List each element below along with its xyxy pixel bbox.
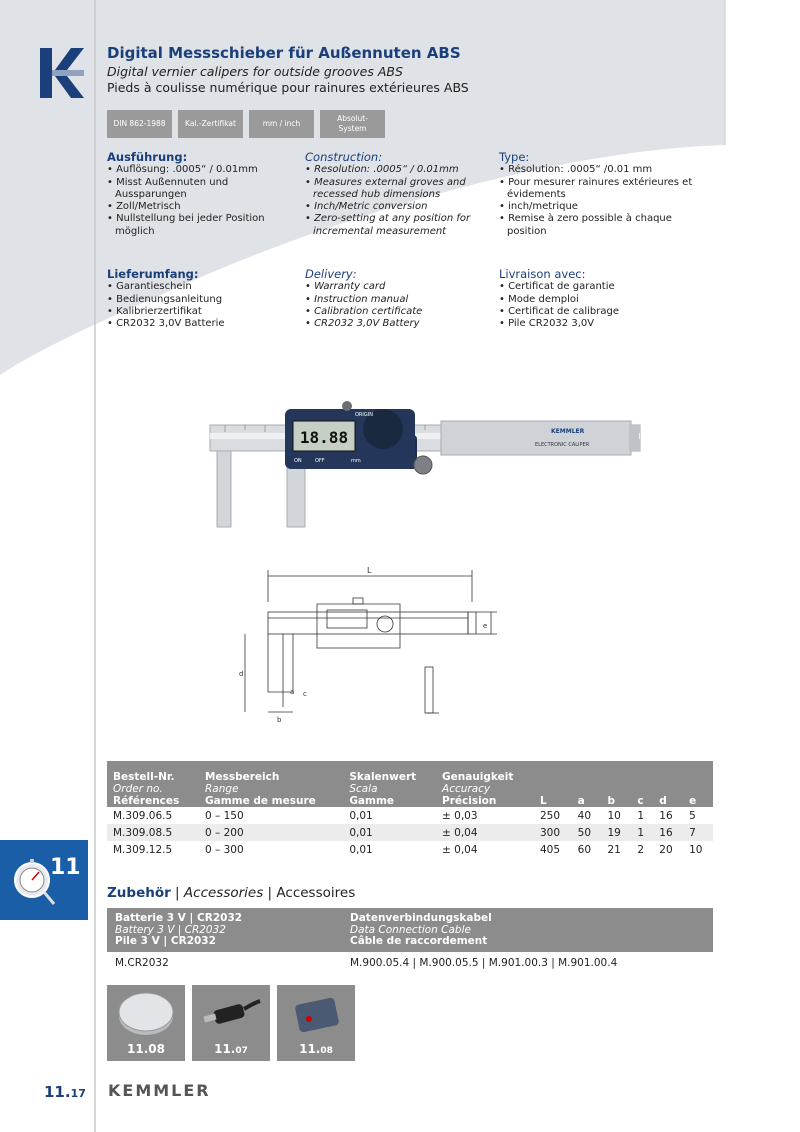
- caliper-photo: [205, 395, 645, 535]
- list-item: • CR2032 3,0V Batterie: [107, 318, 225, 330]
- data-module-thumbnail[interactable]: [277, 985, 355, 1061]
- col-accuracy: Genauigkeit Accuracy Précision: [436, 761, 534, 807]
- badge-calibration: Kal.-Zertifikat: [178, 110, 243, 138]
- off-button-label: OFF: [315, 458, 325, 464]
- delivery-de-heading: Lieferumfang:: [107, 267, 199, 281]
- list-item: • Inch/Metric conversion: [305, 201, 428, 213]
- accessories-title: Zubehör | Accessories | Accessoires: [107, 885, 356, 901]
- spec-badges: [107, 110, 385, 138]
- list-item: • Zero-setting at any position for incremental measurement: [305, 213, 471, 237]
- badge-din: DIN 862-1988: [107, 110, 172, 138]
- badge-units: mm / inch: [249, 110, 314, 138]
- list-item: • Pile CR2032 3,0V: [499, 318, 595, 330]
- cell: 20: [659, 843, 673, 856]
- product-title: [107, 44, 469, 95]
- list-item: • Remise à zero possible à chaque position: [499, 213, 672, 237]
- usb-cable-icon: [200, 997, 262, 1033]
- label-a: a: [290, 688, 295, 696]
- delivery-en-heading: Delivery:: [305, 267, 357, 281]
- list-item: • Warranty card: [305, 281, 386, 293]
- battery-thumbnail[interactable]: [107, 985, 185, 1061]
- cable-order-nos: M.900.05.4 | M.900.05.5 | M.901.00.3 | M.901.00.4: [350, 957, 618, 969]
- cell: 10: [689, 843, 703, 856]
- cell: ± 0,04: [442, 843, 478, 856]
- list-item: • Résolution: .0005“ /0.01 mm: [499, 164, 653, 176]
- title-de: Digital Messschieber für Außennuten ABS: [107, 44, 461, 62]
- data-module-icon: [289, 995, 343, 1035]
- features-de: [107, 151, 297, 238]
- label-L: L: [367, 566, 372, 575]
- col-e: e: [683, 761, 713, 807]
- chapter-number: 11: [50, 855, 81, 880]
- cell: 1: [631, 824, 653, 841]
- cell: 16: [653, 824, 683, 841]
- kemmler-logo: [40, 48, 84, 98]
- label-e: e: [483, 622, 488, 630]
- chapter-tab[interactable]: [0, 840, 88, 920]
- cell: 1: [637, 809, 644, 822]
- features-fr-heading: Type:: [499, 150, 530, 164]
- cell: 0,01: [349, 843, 373, 856]
- cell: 0,01: [349, 809, 373, 822]
- col-L: L: [534, 761, 572, 807]
- list-item: • Auflösung: .0005“ / 0.01mm: [107, 164, 258, 176]
- label-b: b: [277, 716, 282, 724]
- delivery-fr-heading: Livraison avec:: [499, 267, 586, 281]
- battery-order-no: M.CR2032: [115, 957, 169, 969]
- list-item: • Resolution: .0005“ / 0.01mm: [305, 164, 459, 176]
- delivery-en: [305, 268, 495, 330]
- list-item: • Nullstellung bei jeder Position möglich: [107, 213, 265, 237]
- battery-icon: [117, 991, 175, 1037]
- cell: 0 – 300: [205, 843, 244, 856]
- features-fr: [499, 151, 714, 238]
- list-item: • inch/metrique: [499, 201, 578, 213]
- table-row: [107, 824, 713, 841]
- list-item: • Bedienungsanleitung: [107, 293, 223, 305]
- cell: 0 – 200: [199, 824, 343, 841]
- features-en: [305, 151, 495, 238]
- list-item: • Garantieschein: [107, 281, 192, 293]
- list-item: • Measures external groves and recessed hub dimensions: [305, 176, 466, 200]
- cell: 250: [539, 809, 561, 822]
- thumbnail-ref: 11.07: [214, 1042, 248, 1056]
- delivery-fr: [499, 268, 689, 330]
- cell: 21: [607, 843, 621, 856]
- table-row: [107, 841, 713, 858]
- col-d: d: [653, 761, 683, 807]
- cell: M.309.08.5: [107, 824, 199, 841]
- table-header-row: [107, 761, 713, 807]
- list-item: • Certificat de calibrage: [499, 305, 619, 317]
- cell: 300: [534, 824, 572, 841]
- col-scale: Skalenwert Scala Gamme: [343, 761, 436, 807]
- cell: 5: [689, 809, 696, 822]
- cell: 0,01: [343, 824, 436, 841]
- cell: 16: [659, 809, 673, 822]
- list-item: • Instruction manual: [305, 293, 409, 305]
- features-de-heading: Ausführung:: [107, 150, 188, 164]
- features-en-heading: Construction:: [305, 150, 383, 164]
- list-item: • Certificat de garantie: [499, 281, 615, 293]
- specs-table: [107, 761, 713, 858]
- cell: 50: [572, 824, 602, 841]
- cell: 7: [683, 824, 713, 841]
- mm-button-label: mm: [351, 458, 361, 464]
- photo-scale-label: ELECTRONIC CALIPER: [535, 442, 590, 448]
- col-order-no: Bestell-Nr. Order no. Références: [107, 761, 199, 807]
- cell: 19: [601, 824, 631, 841]
- photo-brand: KEMMLER: [551, 428, 585, 435]
- page-number: 11.17: [44, 1083, 86, 1101]
- list-item: • CR2032 3,0V Battery: [305, 318, 420, 330]
- battery-heading: Batterie 3 V | CR2032 Battery 3 V | CR2032 Pile 3 V | CR2032: [115, 912, 243, 947]
- col-range: Messbereich Range Gamme de mesure: [199, 761, 343, 807]
- cell: 10: [607, 809, 621, 822]
- origin-button-label: ORIGIN: [355, 412, 373, 418]
- cell: 405: [539, 843, 561, 856]
- usb-cable-thumbnail[interactable]: [192, 985, 270, 1061]
- technical-drawing: [235, 562, 505, 737]
- list-item: • Mode demploi: [499, 293, 579, 305]
- col-b: b: [601, 761, 631, 807]
- cell: 40: [577, 809, 592, 822]
- list-item: • Zoll/Metrisch: [107, 201, 181, 213]
- cell: ± 0,04: [436, 824, 534, 841]
- label-c: c: [303, 690, 307, 698]
- cell: 60: [577, 843, 592, 856]
- title-fr: Pieds à coulisse numérique pour rainures extérieures ABS: [107, 80, 469, 95]
- thumbnail-ref: 11.08: [299, 1042, 333, 1056]
- list-item: • Kalibrierzertifikat: [107, 305, 202, 317]
- cell: ± 0,03: [442, 809, 478, 822]
- thumbnail-ref: 11.08: [127, 1042, 165, 1056]
- title-en: Digital vernier calipers for outside grooves ABS: [107, 64, 403, 79]
- cell: 2: [637, 843, 644, 856]
- list-item: • Pour mesurer rainures extérieures et évidements: [499, 176, 693, 200]
- list-item: • Calibration certificate: [305, 305, 423, 317]
- label-d: d: [239, 670, 244, 678]
- col-a: a: [572, 761, 602, 807]
- cell: M.309.12.5: [113, 843, 173, 856]
- table-row: [107, 807, 713, 824]
- badge-absolute: Absolut- System: [320, 110, 385, 138]
- col-c: c: [631, 761, 653, 807]
- on-button-label: ON: [294, 458, 302, 464]
- delivery-de: [107, 268, 297, 330]
- footer-brand: KEMMLER: [108, 1081, 211, 1100]
- cell: M.309.06.5: [113, 809, 173, 822]
- cell: 0 – 150: [205, 809, 244, 822]
- lcd-readout: 18.88: [299, 428, 349, 447]
- cable-heading: Datenverbindungskabel Data Connection Cable Câble de raccordement: [350, 912, 492, 947]
- list-item: • Misst Außennuten und Aussparungen: [107, 176, 229, 200]
- accessories-header: [107, 908, 713, 952]
